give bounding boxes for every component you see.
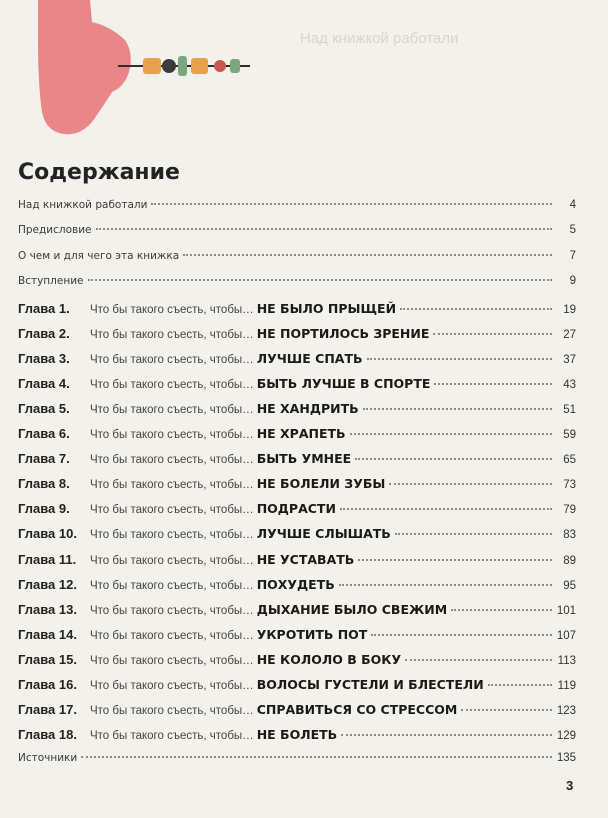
toc-chapter-3[interactable] (18, 351, 576, 376)
toc-chapter-17[interactable] (18, 702, 576, 727)
chapter-title: ВОЛОСЫ ГУСТЕЛИ И БЛЕСТЕЛИ (256, 676, 484, 692)
toc-chapter-13[interactable] (18, 602, 576, 627)
chapter-label: Глава 10. (18, 526, 77, 542)
chapter-label: Глава 2. (18, 325, 70, 341)
leader-dots (355, 458, 552, 460)
chapter-page: 119 (557, 679, 576, 692)
chapter-lead: Что бы такого съесть, чтобы… (90, 529, 254, 542)
chapter-lead: Что бы такого съесть, чтобы… (90, 604, 254, 617)
leader-dots (81, 756, 552, 758)
chapter-lead: Что бы такого съесть, чтобы… (90, 454, 254, 467)
leader-dots (400, 308, 552, 310)
chapter-lead: Что бы такого съесть, чтобы… (90, 504, 254, 517)
chapter-title: НЕ ПОРТИЛОСЬ ЗРЕНИЕ (256, 325, 430, 341)
chapter-lead: Что бы такого съесть, чтобы… (90, 679, 254, 692)
leader-dots (151, 203, 552, 205)
toc-chapter-1[interactable] (18, 301, 576, 326)
leader-dots (183, 254, 552, 256)
chapter-title: ЛУЧШЕ СЛЫШАТЬ (256, 526, 391, 542)
leader-dots (339, 584, 552, 586)
leader-dots (96, 228, 553, 230)
toc-entry-page: 9 (569, 275, 576, 288)
chapter-lead: Что бы такого съесть, чтобы… (90, 579, 254, 592)
bead-orange-2 (191, 58, 208, 74)
chapter-label: Глава 17. (18, 702, 77, 718)
chapter-page: 37 (563, 353, 576, 366)
chapter-lead: Что бы такого съесть, чтобы… (90, 629, 254, 642)
chapter-lead: Что бы такого съесть, чтобы… (90, 403, 254, 416)
chapter-title: НЕ УСТАВАТЬ (256, 551, 355, 567)
chapter-label: Глава 12. (18, 576, 77, 592)
leader-dots (340, 508, 552, 510)
leader-dots (405, 659, 552, 661)
chapter-title: НЕ ХАНДРИТЬ (256, 400, 359, 416)
chapter-page: 65 (563, 454, 576, 467)
chapter-label: Глава 11. (18, 551, 77, 567)
leader-dots (350, 433, 552, 435)
chapter-label: Глава 5. (18, 400, 70, 416)
toc-chapter-12[interactable] (18, 577, 576, 602)
toc-chapter-2[interactable] (18, 326, 576, 351)
toc-entry-page: 5 (569, 224, 576, 237)
chapter-lead: Что бы такого съесть, чтобы… (90, 353, 254, 366)
chapter-label: Глава 6. (18, 426, 70, 442)
chapter-title: ПОХУДЕТЬ (256, 576, 335, 592)
chapter-label: Глава 8. (18, 476, 70, 492)
toc-entry-preface[interactable] (18, 224, 576, 249)
chapter-label: Глава 15. (18, 651, 77, 667)
chapter-page: 19 (563, 303, 576, 316)
leader-dots (88, 279, 553, 281)
hand-with-skewer-illustration (0, 0, 608, 150)
chapter-page: 43 (563, 378, 576, 391)
toc-entry-page: 135 (556, 752, 576, 765)
chapter-label: Глава 1. (18, 300, 70, 316)
chapter-page: 95 (563, 579, 576, 592)
chapter-page: 27 (563, 328, 576, 341)
leader-dots (434, 383, 552, 385)
leader-dots (395, 533, 552, 535)
toc-chapter-5[interactable] (18, 401, 576, 426)
chapter-page: 59 (563, 429, 576, 442)
chapter-title: СПРАВИТЬСЯ СО СТРЕССОМ (256, 702, 458, 718)
chapter-title: НЕ БЫЛО ПРЫЩЕЙ (256, 300, 397, 316)
chapter-title: НЕ БОЛЕЛИ ЗУБЫ (256, 476, 386, 492)
toc-entry-page: 4 (569, 199, 576, 211)
toc-entry-sources[interactable] (18, 752, 576, 777)
toc-chapter-18[interactable] (18, 727, 576, 752)
bead-green-1 (178, 56, 187, 76)
chapter-title: ЛУЧШЕ СПАТЬ (256, 350, 363, 366)
leader-dots (363, 408, 552, 410)
page-title: Содержание (18, 160, 180, 185)
chapter-label: Глава 16. (18, 676, 77, 692)
toc-entry-title: Предисловие (18, 224, 92, 237)
leader-dots (341, 734, 552, 736)
page-number: 3 (566, 778, 574, 793)
leader-dots (461, 709, 552, 711)
chapter-lead: Что бы такого съесть, чтобы… (90, 328, 254, 341)
bead-green-2 (230, 59, 240, 73)
leader-dots (371, 634, 552, 636)
chapter-label: Глава 9. (18, 501, 70, 517)
toc-chapter-6[interactable] (18, 426, 576, 451)
toc-list (18, 199, 576, 777)
chapter-lead: Что бы такого съесть, чтобы… (90, 378, 254, 391)
chapter-lead: Что бы такого съесть, чтобы… (90, 429, 254, 442)
chapter-page: 51 (563, 403, 576, 416)
chapter-label: Глава 13. (18, 601, 77, 617)
bead-dark-1 (162, 59, 176, 73)
toc-entry-about[interactable] (18, 250, 576, 275)
chapter-page: 129 (556, 730, 576, 743)
leader-dots (358, 559, 552, 561)
chapter-title: НЕ ХРАПЕТЬ (256, 426, 346, 442)
toc-entry-intro[interactable] (18, 275, 576, 300)
chapter-label: Глава 7. (18, 451, 70, 467)
toc-chapter-9[interactable] (18, 501, 576, 526)
toc-chapter-8[interactable] (18, 476, 576, 501)
chapter-page: 83 (563, 529, 576, 542)
chapter-page: 101 (556, 604, 576, 617)
chapter-title: БЫТЬ УМНЕЕ (256, 451, 352, 467)
chapter-page: 89 (563, 554, 576, 567)
chapter-title: НЕ БОЛЕТЬ (256, 727, 338, 743)
bleed-through-text: Над книжкой работали (300, 30, 459, 47)
toc-chapter-16[interactable] (18, 677, 576, 702)
chapter-page: 79 (563, 504, 576, 517)
chapter-title: УКРОТИТЬ ПОТ (256, 626, 368, 642)
chapter-label: Глава 14. (18, 626, 77, 642)
leader-dots (389, 483, 552, 485)
chapter-title: БЫТЬ ЛУЧШЕ В СПОРТЕ (256, 375, 431, 391)
toc-chapter-14[interactable] (18, 627, 576, 652)
chapter-page: 73 (563, 479, 576, 492)
toc-entry-page: 7 (569, 249, 576, 262)
chapter-page: 113 (557, 654, 576, 667)
chapter-label: Глава 4. (18, 375, 70, 391)
chapter-label: Глава 3. (18, 350, 70, 366)
chapter-page: 123 (556, 705, 576, 718)
chapter-lead: Что бы такого съесть, чтобы… (90, 479, 254, 492)
chapter-lead: Что бы такого съесть, чтобы… (90, 730, 254, 743)
toc-chapter-15[interactable] (18, 652, 576, 677)
chapter-lead: Что бы такого съесть, чтобы… (90, 554, 254, 567)
chapter-lead: Что бы такого съесть, чтобы… (90, 705, 254, 718)
chapter-lead: Что бы такого съесть, чтобы… (90, 654, 254, 667)
chapter-page: 107 (556, 629, 576, 642)
toc-chapter-7[interactable] (18, 451, 576, 476)
toc-entry-title: Источники (18, 752, 78, 765)
chapter-title: ДЫХАНИЕ БЫЛО СВЕЖИМ (256, 601, 448, 617)
chapter-label: Глава 18. (18, 727, 77, 743)
leader-dots (488, 684, 552, 686)
bead-red-1 (214, 60, 226, 72)
toc-chapter-4[interactable] (18, 376, 576, 401)
toc-entry-title: О чем и для чего эта книжка (18, 249, 180, 262)
toc-entry-title: Над книжкой работали (18, 199, 148, 211)
chapter-lead: Что бы такого съесть, чтобы… (90, 303, 254, 316)
toc-chapter-10[interactable] (18, 526, 576, 551)
toc-entry-title: Вступление (18, 275, 84, 288)
chapter-title: НЕ КОЛОЛО В БОКУ (256, 651, 402, 667)
toc-chapter-11[interactable] (18, 552, 576, 577)
toc-entry-credits[interactable] (18, 199, 576, 224)
leader-dots (367, 358, 552, 360)
chapter-title: ПОДРАСТИ (256, 501, 336, 517)
bead-orange-1 (143, 58, 161, 74)
leader-dots (433, 333, 552, 335)
leader-dots (451, 609, 552, 611)
